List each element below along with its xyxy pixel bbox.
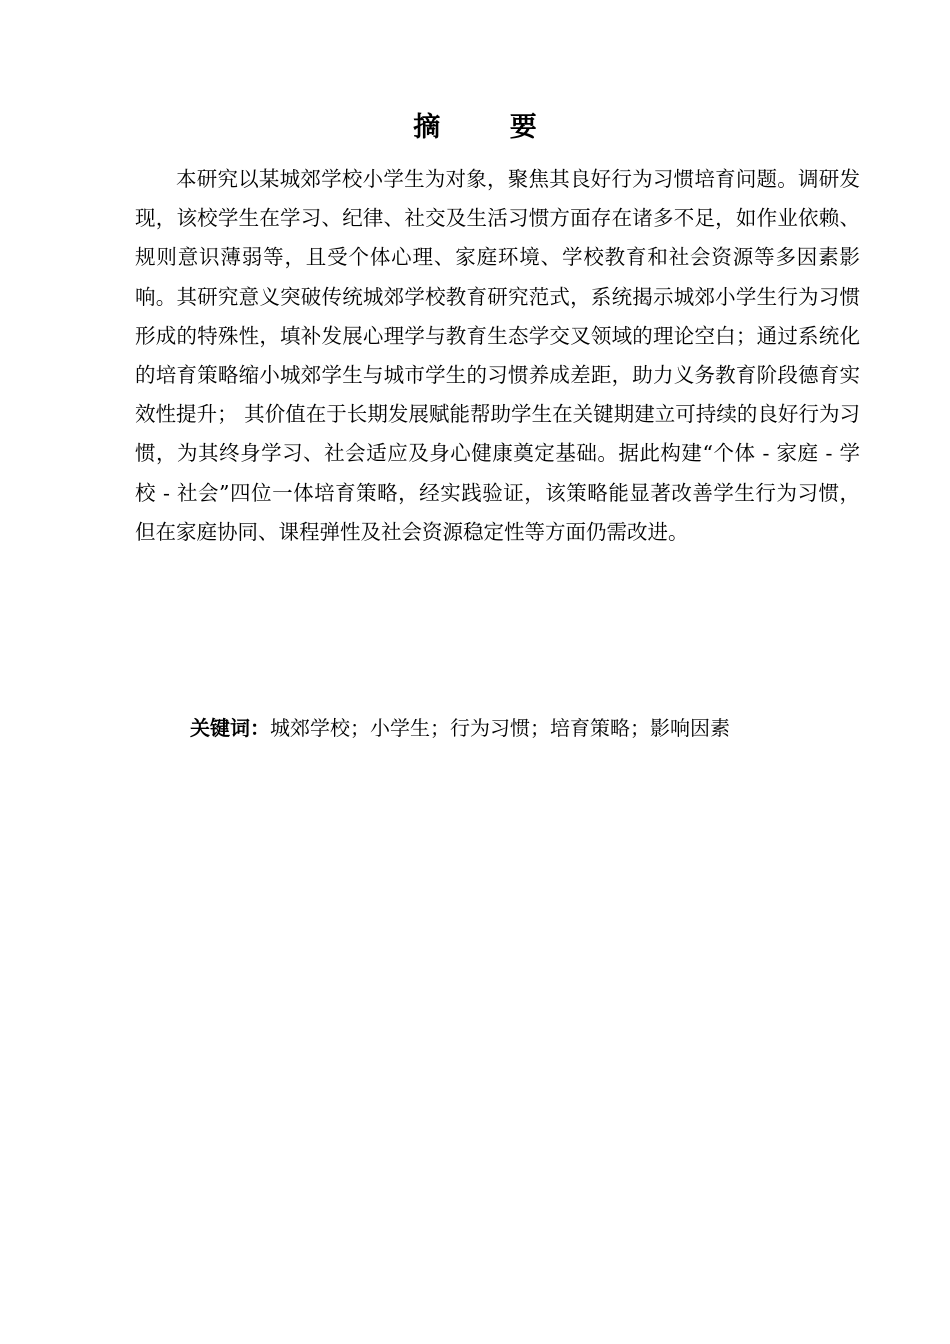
keywords-line	[190, 710, 890, 746]
keywords-label: 关键词：	[190, 716, 270, 740]
abstract-paragraph: 本研究以某城郊学校小学生为对象，聚焦其良好行为习惯培育问题。调研发现，该校学生在学习、纪律、社交及生活习惯方面存在诸多不足，如作业依赖、规则意识薄弱等，且受个体心理、家庭环境、学校教育和社会资源等多因素影响。其研究意义突破传统城郊学校教育研究范式，系统揭示城郊小学生行为习惯形成的特殊性，填补发展心理学与教育生态学交叉领域的理论空白；通过系统化的培育策略缩小城郊学生与城市学生的习惯养成差距，助力义务教育阶段德育实效性提升； 其价值在于长期发展赋能帮助学生在关键期建立可持续的良好行为习惯，为其终身学习、社会适应及身心健康奠定基础。据此构建“个体 - 家庭 - 学校 - 社会”四位一体培育策略，经实践验证，该策略能显著改善学生行为习惯，但在家庭协同、课程弹性及社会资源稳定性等方面仍需改进。	[135, 167, 860, 544]
keywords-list: 城郊学校；小学生；行为习惯；培育策略；影响因素	[270, 716, 730, 740]
page-title: 摘 要	[413, 112, 567, 143]
